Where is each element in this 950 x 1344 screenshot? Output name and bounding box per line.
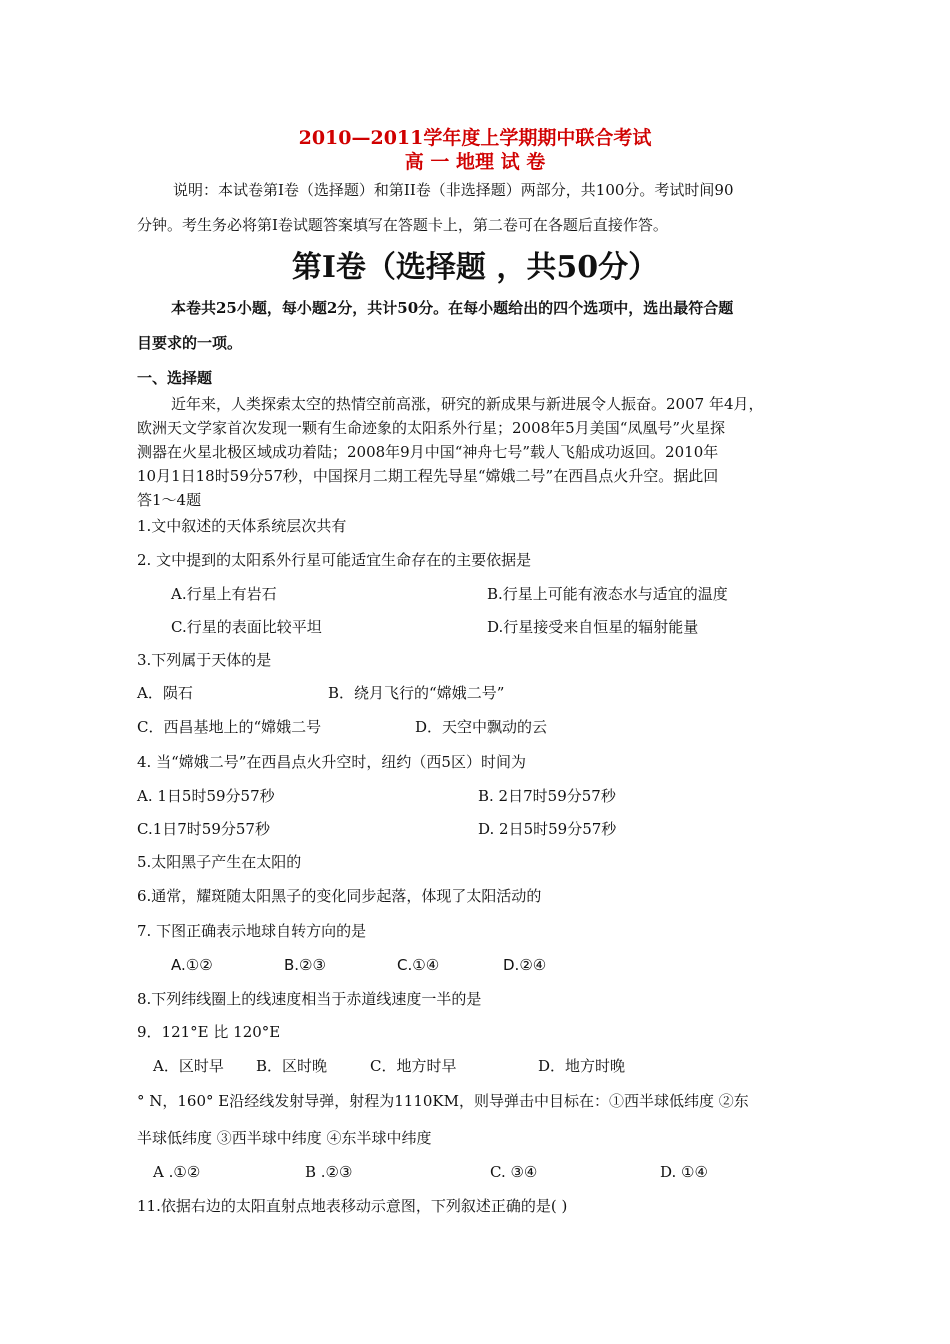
passage-line-3: 测器在火星北极区域成功着陆；2008年9月中国“神舟七号”载人飞船成功返回。2010年 bbox=[137, 443, 719, 461]
question-10-option-d: D. ①④ bbox=[660, 1163, 708, 1181]
question-9-option-d: D．地方时晚 bbox=[538, 1057, 626, 1075]
exam-title: 2010—2011学年度上学期期中联合考试 bbox=[298, 127, 652, 149]
instructions-line-2: 分钟。考生务必将第I卷试题答案填写在答题卡上，第二卷可在各题后直接作答。 bbox=[137, 216, 668, 234]
part-1-intro-line-1: 本卷共25小题，每小题2分，共计50分。在每小题给出的四个选项中，选出最符合题 bbox=[171, 299, 734, 317]
question-10-option-c: C. ③④ bbox=[490, 1163, 538, 1181]
passage-line-1: 近年来，人类探索太空的热情空前高涨，研究的新成果与新进展令人振奋。2007 年4月， bbox=[171, 395, 764, 413]
question-9-option-a: A．区时早 bbox=[153, 1057, 224, 1075]
question-7-option-d: D.②④ bbox=[503, 956, 547, 974]
section-label: 一、选择题 bbox=[137, 369, 213, 387]
question-4-option-c: C.1日7时59分57秒 bbox=[137, 820, 270, 838]
question-10-option-a: A .①② bbox=[153, 1163, 201, 1181]
question-2-option-b: B.行星上可能有液态水与适宜的温度 bbox=[487, 585, 728, 603]
question-3-option-a: A．陨石 bbox=[137, 684, 193, 702]
passage-line-2: 欧洲天文学家首次发现一颗有生命迹象的太阳系外行星；2008年5月美国“凤凰号”火星探 bbox=[137, 419, 726, 437]
instructions-line-1: 说明：本试卷第I卷（选择题）和第II卷（非选择题）两部分，共100分。考试时间90 bbox=[173, 181, 734, 199]
question-2-option-d: D.行星接受来自恒星的辐射能量 bbox=[487, 618, 699, 636]
question-10-line-2: 半球低纬度 ③西半球中纬度 ④东半球中纬度 bbox=[137, 1129, 432, 1147]
question-3: 3.下列属于天体的是 bbox=[137, 651, 272, 669]
question-2-option-a: A.行星上有岩石 bbox=[171, 585, 277, 603]
exam-subtitle: 高 一 地理 试 卷 bbox=[404, 151, 546, 173]
question-5: 5.太阳黑子产生在太阳的 bbox=[137, 853, 302, 871]
question-7-option-a: A.①② bbox=[171, 956, 213, 974]
question-7: 7. 下图正确表示地球自转方向的是 bbox=[137, 922, 367, 940]
question-6: 6.通常，耀斑随太阳黑子的变化同步起落，体现了太阳活动的 bbox=[137, 887, 542, 905]
question-2: 2. 文中提到的太阳系外行星可能适宜生命存在的主要依据是 bbox=[137, 551, 532, 569]
question-4-option-b: B. 2日7时59分57秒 bbox=[478, 787, 616, 805]
question-9-option-b: B．区时晚 bbox=[256, 1057, 328, 1075]
question-3-option-d: D．天空中飘动的云 bbox=[415, 718, 548, 736]
question-9: 9．121°E 比 120°E bbox=[137, 1023, 281, 1041]
part-1-heading: 第I卷（选择题 ，共50分） bbox=[291, 250, 659, 285]
question-9-option-c: C．地方时早 bbox=[370, 1057, 457, 1075]
passage-line-4: 10月1日18时59分57秒，中国探月二期工程先导星“嫦娥二号”在西昌点火升空。据此回 bbox=[137, 467, 719, 485]
question-4-option-a: A. 1日5时59分57秒 bbox=[137, 787, 275, 805]
question-2-option-c: C.行星的表面比较平坦 bbox=[171, 618, 322, 636]
question-10-line-1: ° N，160° E沿经线发射导弹，射程为1110KM，则导弹击中目标在：①西半球低纬度 ②东 bbox=[137, 1092, 749, 1110]
question-10-option-b: B .②③ bbox=[305, 1163, 353, 1181]
question-1: 1.文中叙述的天体系统层次共有 bbox=[137, 517, 347, 535]
question-4: 4. 当“嫦娥二号”在西昌点火升空时，纽约（西5区）时间为 bbox=[137, 753, 526, 771]
part-1-intro-line-2: 目要求的一项。 bbox=[137, 334, 243, 352]
question-11: 11.依据右边的太阳直射点地表移动示意图，下列叙述正确的是( ) bbox=[137, 1197, 568, 1215]
question-4-option-d: D. 2日5时59分57秒 bbox=[478, 820, 617, 838]
question-7-option-c: C.①④ bbox=[397, 956, 440, 974]
passage-line-5: 答1～4题 bbox=[137, 491, 202, 509]
question-3-option-c: C．西昌基地上的“嫦娥二号 bbox=[137, 718, 322, 736]
question-3-option-b: B．绕月飞行的“嫦娥二号” bbox=[328, 684, 505, 702]
question-7-option-b: B.②③ bbox=[284, 956, 326, 974]
question-8: 8.下列纬线圈上的线速度相当于赤道线速度一半的是 bbox=[137, 990, 482, 1008]
